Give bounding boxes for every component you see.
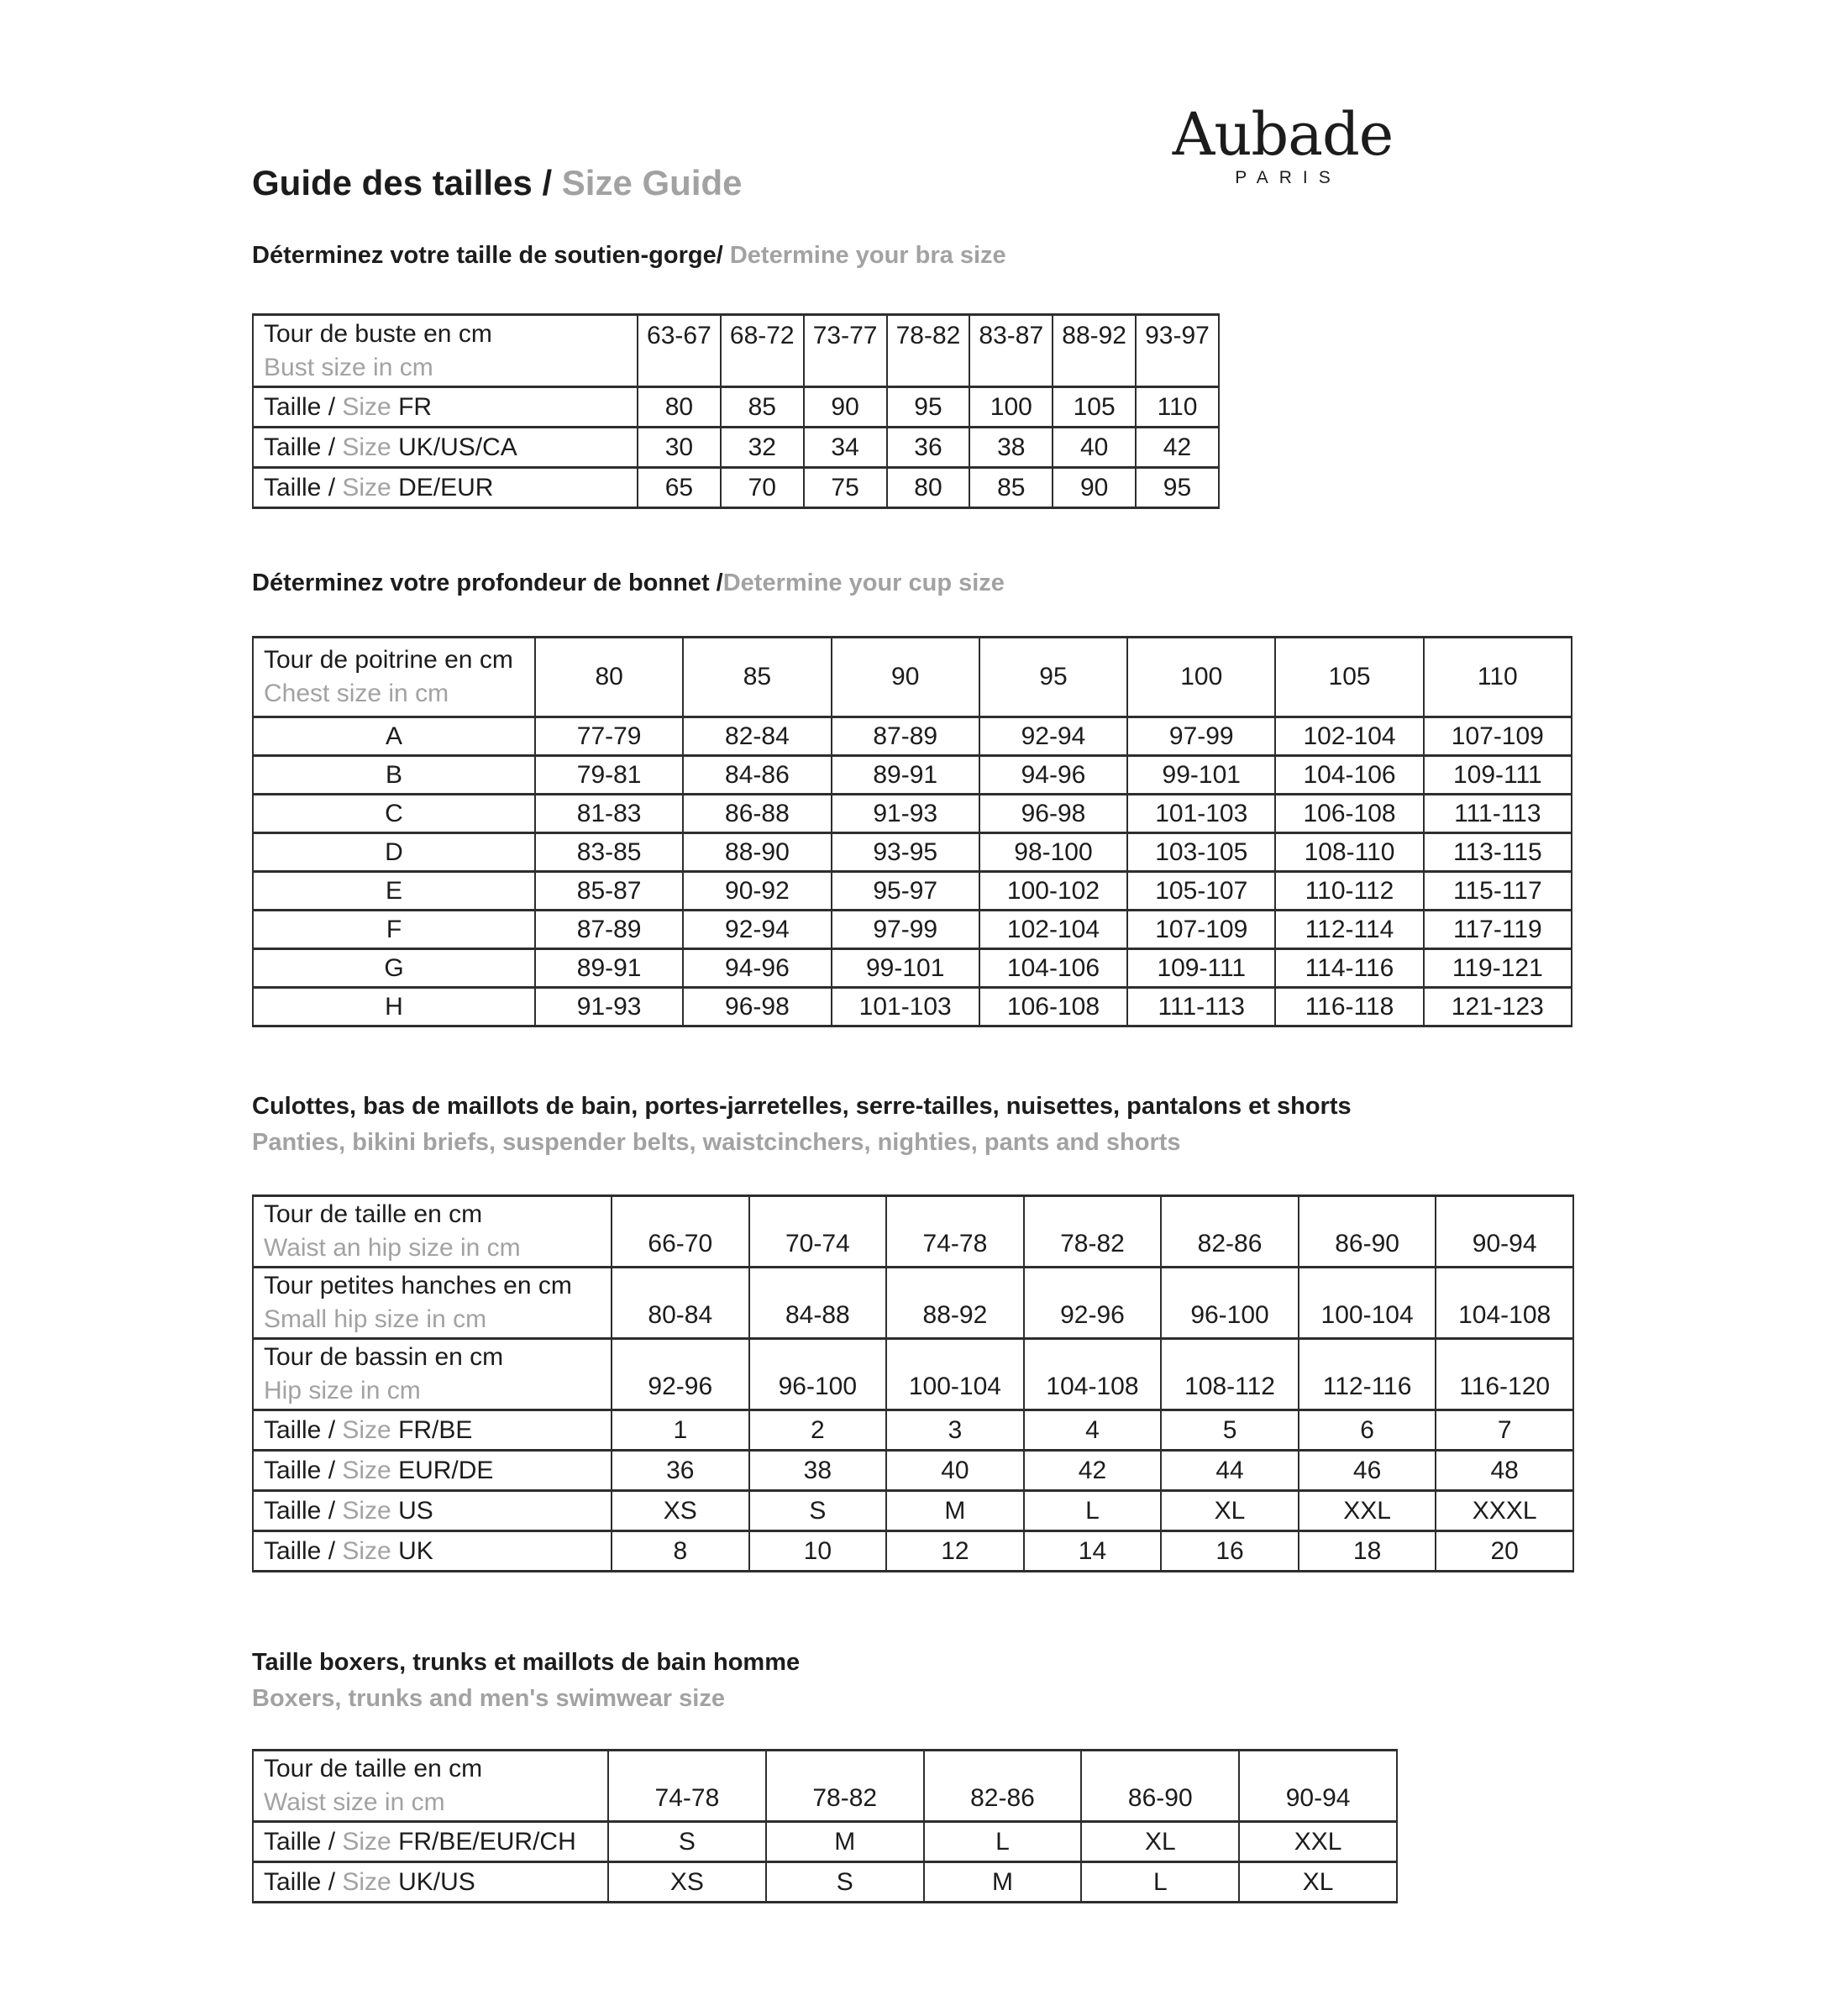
- size-value-cell: 82-86: [1161, 1196, 1299, 1268]
- size-value-cell: 104-108: [1436, 1268, 1573, 1339]
- size-value-cell: 73-77: [804, 315, 887, 387]
- size-value-cell: 93-97: [1136, 315, 1219, 387]
- size-value-cell: 92-94: [683, 911, 831, 949]
- size-value-cell: 90-94: [1239, 1751, 1397, 1822]
- size-value-cell: XS: [612, 1491, 749, 1531]
- size-value-cell: 100-104: [886, 1339, 1024, 1410]
- brand-logo: [1152, 102, 1413, 188]
- row-label: Taille / Size UK/US/CA: [253, 428, 638, 468]
- size-value-cell: XXL: [1299, 1491, 1436, 1531]
- size-value-cell: L: [924, 1822, 1082, 1862]
- size-value-cell: 105-107: [1127, 872, 1275, 911]
- size-value-cell: 112-116: [1299, 1339, 1436, 1410]
- size-value-cell: 78-82: [766, 1751, 924, 1822]
- row-label: Taille / Size DE/EUR: [253, 468, 638, 508]
- size-value-cell: 86-88: [683, 795, 831, 833]
- row-label: Tour de bassin en cm Hip size in cm: [253, 1339, 612, 1410]
- heading-en: Panties, bikini briefs, suspender belts, waistcinchers, nighties, pants and shorts: [252, 1129, 1181, 1156]
- size-value-cell: 87-89: [535, 911, 683, 949]
- men-size-table: [252, 1749, 1398, 1903]
- size-value-cell: 78-82: [1024, 1196, 1162, 1268]
- size-value-cell: 70-74: [749, 1196, 887, 1268]
- table-row: [253, 1862, 1397, 1903]
- size-value-cell: 106-108: [979, 988, 1127, 1026]
- bottoms-size-table: [252, 1194, 1574, 1572]
- size-value-cell: 93-95: [832, 833, 979, 872]
- size-value-cell: 91-93: [535, 988, 683, 1026]
- table-row: [253, 988, 1572, 1026]
- size-value-cell: 102-104: [979, 911, 1127, 949]
- size-value-cell: 99-101: [1127, 756, 1275, 795]
- table-row: [253, 1451, 1573, 1491]
- size-value-cell: 80: [887, 468, 970, 508]
- size-value-cell: 30: [638, 428, 721, 468]
- size-value-cell: 90: [804, 387, 887, 428]
- size-value-cell: 95: [1136, 468, 1219, 508]
- size-value-cell: 106-108: [1275, 795, 1423, 833]
- row-label: E: [253, 872, 535, 911]
- size-value-cell: M: [924, 1862, 1082, 1903]
- men-size-grid: [252, 1749, 1398, 1903]
- heading-fr: Déterminez votre taille de soutien-gorge/: [252, 242, 723, 269]
- table-row: [253, 468, 1219, 508]
- size-value-cell: 36: [887, 428, 970, 468]
- size-value-cell: L: [1081, 1862, 1239, 1903]
- size-value-cell: 85: [721, 387, 804, 428]
- size-value-cell: 100-102: [979, 872, 1127, 911]
- size-value-cell: 121-123: [1424, 988, 1572, 1026]
- size-value-cell: 104-106: [1275, 756, 1423, 795]
- size-value-cell: 16: [1161, 1531, 1299, 1572]
- table-row: [253, 1822, 1397, 1862]
- table-row: [253, 949, 1572, 988]
- bra-size-table: [252, 313, 1220, 509]
- cup-size-table: [252, 636, 1572, 1027]
- size-value-cell: 114-116: [1275, 949, 1423, 988]
- table-row: [253, 1751, 1397, 1822]
- size-value-cell: 110: [1136, 387, 1219, 428]
- size-value-cell: 86-90: [1299, 1196, 1436, 1268]
- size-value-cell: 14: [1024, 1531, 1162, 1572]
- size-value-cell: XXXL: [1436, 1491, 1573, 1531]
- size-value-cell: 5: [1161, 1410, 1299, 1451]
- size-value-cell: 104-108: [1024, 1339, 1162, 1410]
- row-label: Tour de poitrine en cm Chest size in cm: [253, 638, 535, 717]
- size-value-cell: 97-99: [1127, 717, 1275, 756]
- size-value-cell: 109-111: [1127, 949, 1275, 988]
- size-value-cell: 105: [1275, 638, 1423, 717]
- size-value-cell: 83-85: [535, 833, 683, 872]
- bra-band-size-grid: [252, 313, 1220, 509]
- size-value-cell: S: [749, 1491, 887, 1531]
- row-label: Tour de taille en cm Waist size in cm: [253, 1751, 608, 1822]
- size-value-cell: 111-113: [1424, 795, 1572, 833]
- size-value-cell: 8: [612, 1531, 749, 1572]
- size-value-cell: 90-94: [1436, 1196, 1573, 1268]
- size-value-cell: M: [886, 1491, 1024, 1531]
- size-value-cell: 82-86: [924, 1751, 1082, 1822]
- size-value-cell: 65: [638, 468, 721, 508]
- size-value-cell: 85-87: [535, 872, 683, 911]
- section-heading-bra-size: [252, 242, 1006, 270]
- size-value-cell: 119-121: [1424, 949, 1572, 988]
- size-value-cell: 103-105: [1127, 833, 1275, 872]
- size-value-cell: 95-97: [832, 872, 979, 911]
- size-value-cell: L: [1024, 1491, 1162, 1531]
- size-value-cell: XL: [1239, 1862, 1397, 1903]
- size-value-cell: XS: [608, 1862, 766, 1903]
- row-label: G: [253, 949, 535, 988]
- size-value-cell: 80: [535, 638, 683, 717]
- page-title-en: Size Guide: [552, 163, 743, 202]
- size-value-cell: 77-79: [535, 717, 683, 756]
- size-value-cell: 108-112: [1161, 1339, 1299, 1410]
- table-row: [253, 833, 1572, 872]
- size-value-cell: 110: [1424, 638, 1572, 717]
- size-value-cell: 107-109: [1424, 717, 1572, 756]
- size-value-cell: 81-83: [535, 795, 683, 833]
- size-value-cell: 92-96: [1024, 1268, 1162, 1339]
- size-value-cell: 100: [1127, 638, 1275, 717]
- brand-name: Aubade: [1172, 100, 1394, 169]
- heading-en: Determine your bra size: [722, 242, 1006, 269]
- size-value-cell: 100: [969, 387, 1053, 428]
- size-value-cell: 40: [886, 1451, 1024, 1491]
- size-value-cell: 89-91: [535, 949, 683, 988]
- size-value-cell: 113-115: [1424, 833, 1572, 872]
- size-value-cell: S: [608, 1822, 766, 1862]
- size-value-cell: 86-90: [1081, 1751, 1239, 1822]
- size-value-cell: 90-92: [683, 872, 831, 911]
- size-value-cell: 88-92: [1053, 315, 1136, 387]
- size-value-cell: 96-98: [683, 988, 831, 1026]
- table-row: [253, 1196, 1573, 1268]
- row-label: Tour de taille en cm Waist an hip size in cm: [253, 1196, 612, 1268]
- table-row: [253, 1531, 1573, 1572]
- table-row: [253, 1339, 1573, 1410]
- size-value-cell: 79-81: [535, 756, 683, 795]
- size-value-cell: 116-120: [1436, 1339, 1573, 1410]
- row-label: Taille / Size FR: [253, 387, 638, 428]
- size-value-cell: 80: [638, 387, 721, 428]
- size-value-cell: 99-101: [832, 949, 979, 988]
- heading-fr: Taille boxers, trunks et maillots de bain homme: [252, 1649, 801, 1676]
- size-value-cell: M: [766, 1822, 924, 1862]
- size-value-cell: 100-104: [1299, 1268, 1436, 1339]
- size-value-cell: 111-113: [1127, 988, 1275, 1026]
- size-value-cell: XL: [1161, 1491, 1299, 1531]
- row-label: Taille / Size EUR/DE: [253, 1451, 612, 1491]
- table-row: [253, 756, 1572, 795]
- size-value-cell: 88-92: [886, 1268, 1024, 1339]
- size-value-cell: 74-78: [608, 1751, 766, 1822]
- size-value-cell: 89-91: [832, 756, 979, 795]
- table-row: [253, 1410, 1573, 1451]
- table-row: [253, 428, 1219, 468]
- size-value-cell: 94-96: [979, 756, 1127, 795]
- size-value-cell: 112-114: [1275, 911, 1423, 949]
- heading-en: Determine your cup size: [722, 570, 1005, 596]
- size-value-cell: 110-112: [1275, 872, 1423, 911]
- size-value-cell: 117-119: [1424, 911, 1572, 949]
- size-value-cell: 38: [749, 1451, 887, 1491]
- size-value-cell: 101-103: [1127, 795, 1275, 833]
- table-row: [253, 872, 1572, 911]
- size-value-cell: 102-104: [1275, 717, 1423, 756]
- size-value-cell: 7: [1436, 1410, 1573, 1451]
- size-value-cell: S: [766, 1862, 924, 1903]
- row-label: Taille / Size UK: [253, 1531, 612, 1572]
- size-value-cell: 66-70: [612, 1196, 749, 1268]
- size-value-cell: 63-67: [638, 315, 721, 387]
- table-row: [253, 638, 1572, 717]
- size-value-cell: 101-103: [832, 988, 979, 1026]
- size-value-cell: 48: [1436, 1451, 1573, 1491]
- row-label: Taille / Size US: [253, 1491, 612, 1531]
- size-value-cell: 38: [969, 428, 1053, 468]
- size-value-cell: 98-100: [979, 833, 1127, 872]
- size-value-cell: 97-99: [832, 911, 979, 949]
- row-label: Tour de buste en cm Bust size in cm: [253, 315, 638, 387]
- size-value-cell: 4: [1024, 1410, 1162, 1451]
- size-value-cell: 109-111: [1424, 756, 1572, 795]
- size-value-cell: 42: [1136, 428, 1219, 468]
- heading-fr: Culottes, bas de maillots de bain, portes-jarretelles, serre-tailles, nuisettes, pantalons et shorts: [252, 1093, 1352, 1120]
- size-value-cell: 91-93: [832, 795, 979, 833]
- size-value-cell: 80-84: [612, 1268, 749, 1339]
- size-value-cell: 3: [886, 1410, 1024, 1451]
- row-label: C: [253, 795, 535, 833]
- size-value-cell: 34: [804, 428, 887, 468]
- table-row: [253, 795, 1572, 833]
- row-label: D: [253, 833, 535, 872]
- size-value-cell: 88-90: [683, 833, 831, 872]
- size-value-cell: 92-94: [979, 717, 1127, 756]
- size-value-cell: 40: [1053, 428, 1136, 468]
- size-value-cell: 82-84: [683, 717, 831, 756]
- size-value-cell: XXL: [1239, 1822, 1397, 1862]
- page-title: [252, 163, 743, 203]
- size-value-cell: 116-118: [1275, 988, 1423, 1026]
- size-value-cell: 44: [1161, 1451, 1299, 1491]
- size-value-cell: 10: [749, 1531, 887, 1572]
- section-heading-men: [252, 1645, 800, 1717]
- size-value-cell: 107-109: [1127, 911, 1275, 949]
- size-value-cell: 92-96: [612, 1339, 749, 1410]
- size-value-cell: 20: [1436, 1531, 1573, 1572]
- size-value-cell: 95: [887, 387, 970, 428]
- size-value-cell: 94-96: [683, 949, 831, 988]
- section-heading-bottoms: [252, 1089, 1352, 1161]
- size-value-cell: 1: [612, 1410, 749, 1451]
- size-value-cell: 96-100: [749, 1339, 887, 1410]
- row-label: A: [253, 717, 535, 756]
- heading-fr: Déterminez votre profondeur de bonnet /: [252, 570, 723, 596]
- row-label: Taille / Size UK/US: [253, 1862, 608, 1903]
- size-value-cell: 68-72: [721, 315, 804, 387]
- page-title-fr: Guide des tailles /: [252, 163, 553, 202]
- size-value-cell: 46: [1299, 1451, 1436, 1491]
- size-value-cell: 96-100: [1161, 1268, 1299, 1339]
- size-value-cell: 85: [969, 468, 1053, 508]
- row-label: F: [253, 911, 535, 949]
- size-value-cell: 6: [1299, 1410, 1436, 1451]
- size-value-cell: 36: [612, 1451, 749, 1491]
- size-value-cell: 32: [721, 428, 804, 468]
- table-row: [253, 717, 1572, 756]
- size-value-cell: 74-78: [886, 1196, 1024, 1268]
- section-heading-cup-size: [252, 570, 1005, 597]
- table-row: [253, 1491, 1573, 1531]
- size-value-cell: XL: [1081, 1822, 1239, 1862]
- table-row: [253, 911, 1572, 949]
- size-value-cell: 83-87: [969, 315, 1053, 387]
- size-value-cell: 105: [1053, 387, 1136, 428]
- size-value-cell: 115-117: [1424, 872, 1572, 911]
- size-value-cell: 2: [749, 1410, 887, 1451]
- size-value-cell: 18: [1299, 1531, 1436, 1572]
- size-value-cell: 84-88: [749, 1268, 887, 1339]
- row-label: H: [253, 988, 535, 1026]
- table-row: [253, 315, 1219, 387]
- size-value-cell: 108-110: [1275, 833, 1423, 872]
- size-value-cell: 95: [979, 638, 1127, 717]
- brand-city: PARIS: [1235, 168, 1341, 187]
- size-value-cell: 75: [804, 468, 887, 508]
- row-label: Taille / Size FR/BE/EUR/CH: [253, 1822, 608, 1862]
- size-value-cell: 90: [1053, 468, 1136, 508]
- table-row: [253, 1268, 1573, 1339]
- size-value-cell: 84-86: [683, 756, 831, 795]
- row-label: Taille / Size FR/BE: [253, 1410, 612, 1451]
- size-value-cell: 42: [1024, 1451, 1162, 1491]
- size-value-cell: 87-89: [832, 717, 979, 756]
- row-label: Tour petites hanches en cm Small hip size in cm: [253, 1268, 612, 1339]
- table-row: [253, 387, 1219, 428]
- size-value-cell: 85: [683, 638, 831, 717]
- cup-size-grid: [252, 636, 1572, 1027]
- size-value-cell: 96-98: [979, 795, 1127, 833]
- size-value-cell: 104-106: [979, 949, 1127, 988]
- size-value-cell: 70: [721, 468, 804, 508]
- bottoms-size-grid: [252, 1194, 1574, 1572]
- size-value-cell: 12: [886, 1531, 1024, 1572]
- size-value-cell: 78-82: [887, 315, 970, 387]
- row-label: B: [253, 756, 535, 795]
- heading-en: Boxers, trunks and men's swimwear size: [252, 1685, 725, 1712]
- size-value-cell: 90: [832, 638, 979, 717]
